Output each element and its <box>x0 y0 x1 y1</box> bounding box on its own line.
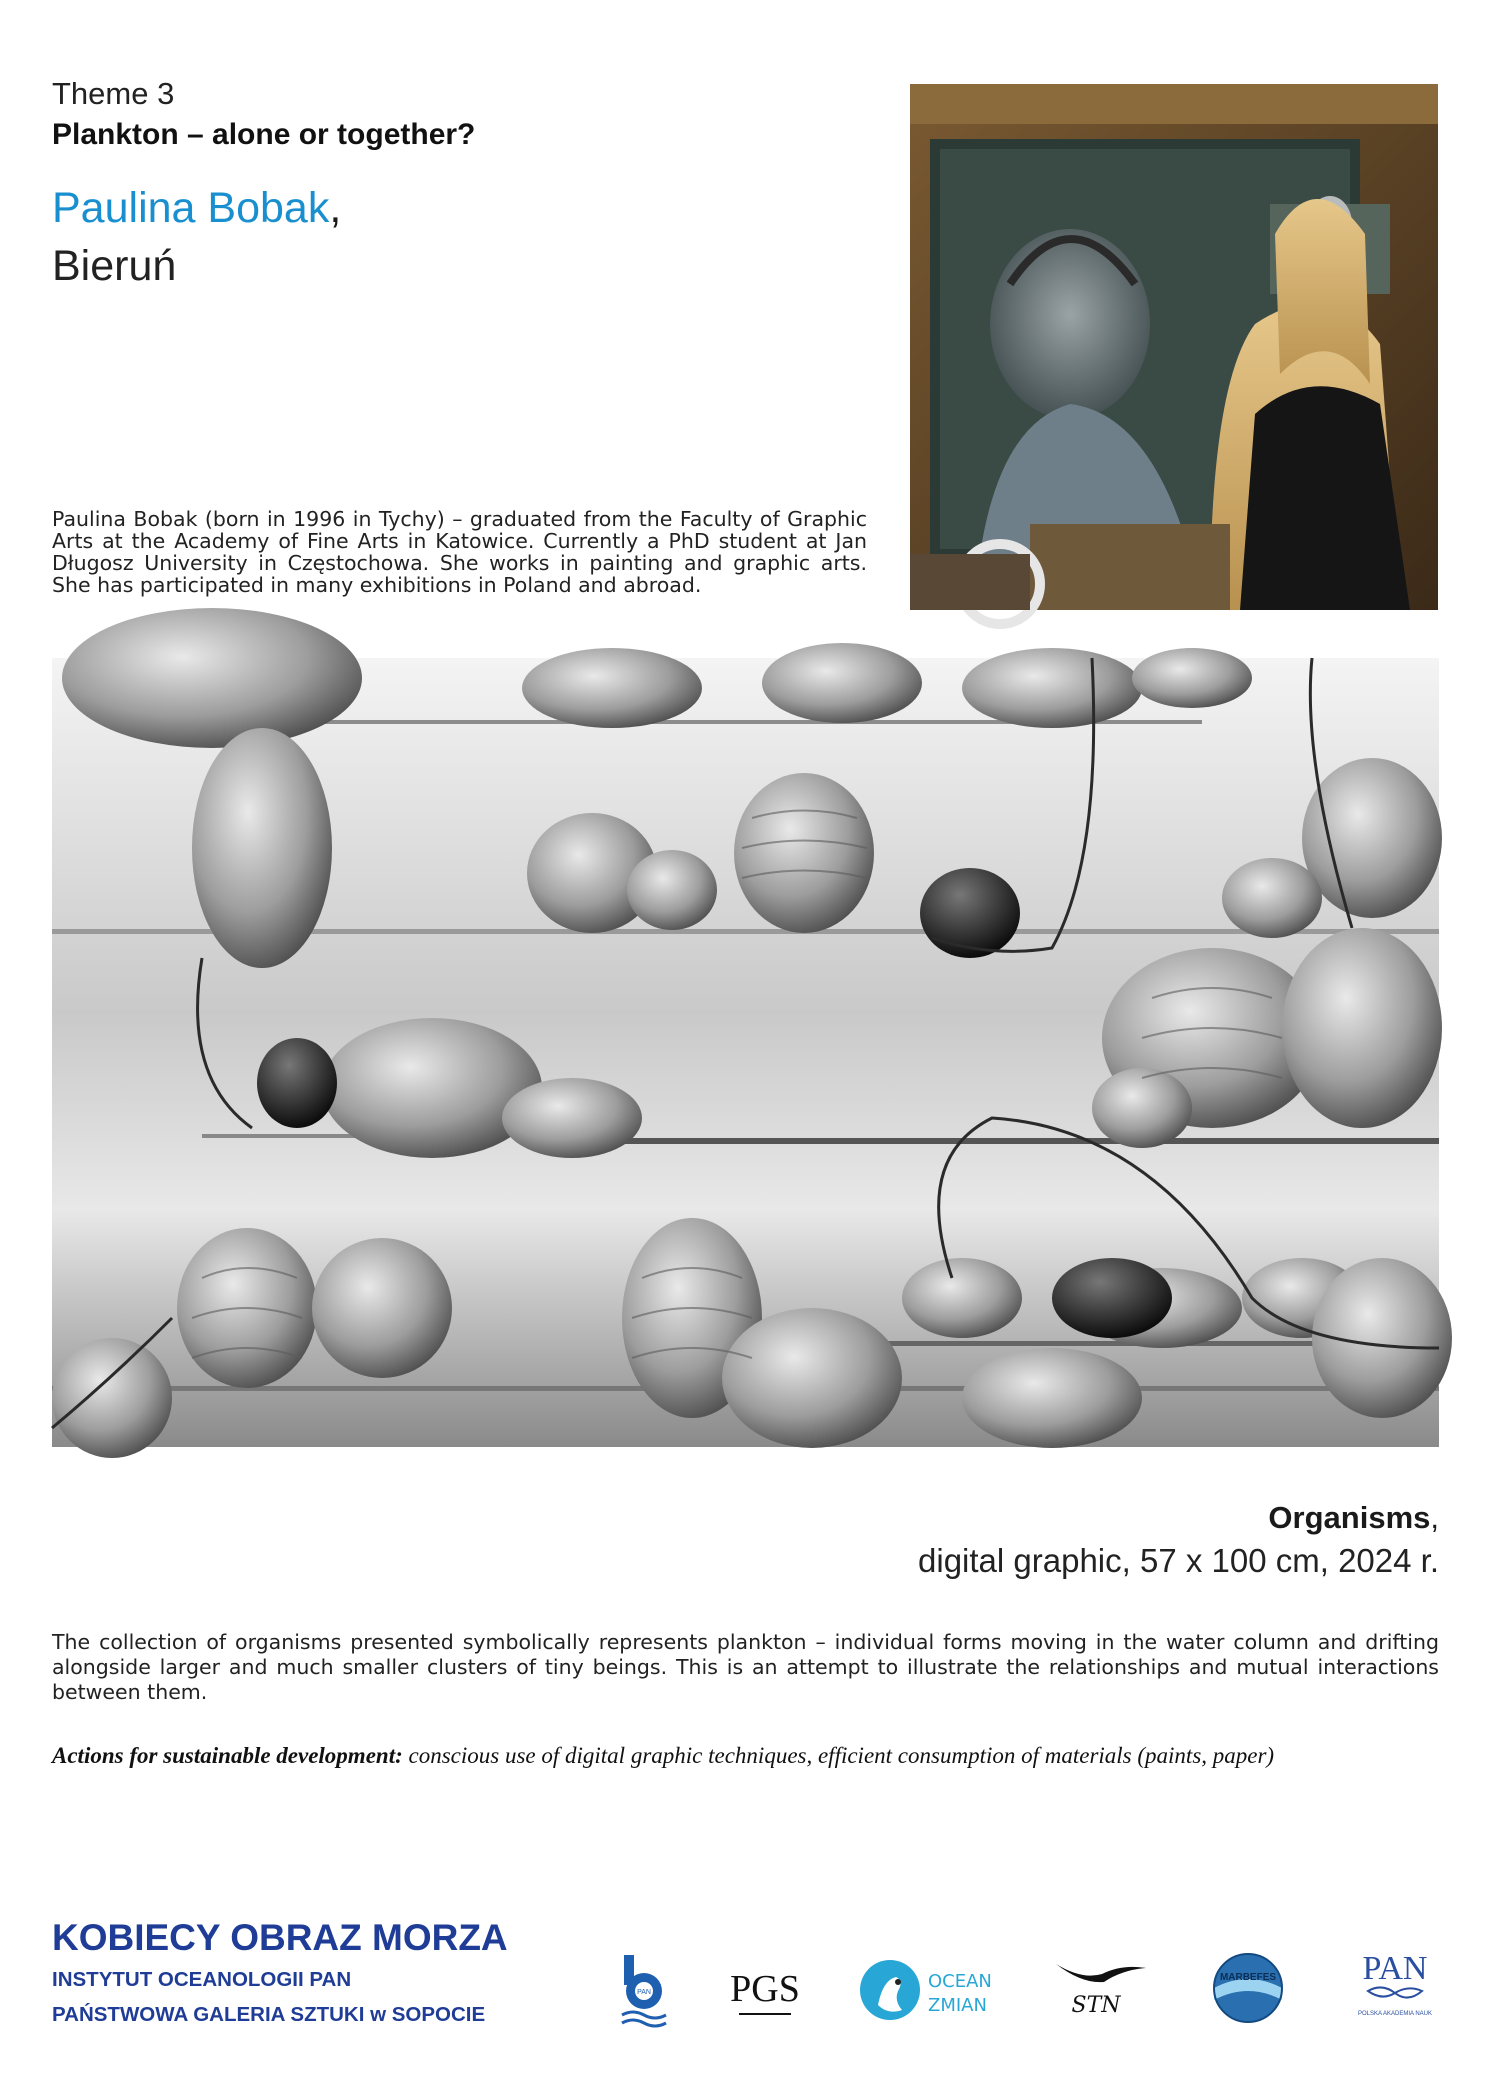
artist-photo <box>910 84 1438 610</box>
pan-logo-text: PAN <box>1362 1950 1428 1987</box>
pgs-logo-text: PGS <box>730 1968 800 2010</box>
artwork-title-comma: , <box>1430 1500 1439 1535</box>
pan-logo-subtext: POLSKA AKADEMIA NAUK <box>1357 2011 1433 2017</box>
artwork-title <box>1268 1500 1439 1536</box>
artist-name: Paulina Bobak <box>52 184 330 232</box>
artwork-description: The collection of organisms presented symbolically represents plankton – individual forms moving in the water column and drifting alongside larger and much smaller clusters of tiny beings. This is an attempt to illustrate the relationships and mutual interactions between them. <box>52 1630 1439 1704</box>
stn-logo-text: STN <box>1071 1993 1121 2018</box>
marbefes-logo-text: MARBEFES <box>1219 1972 1277 1983</box>
pan-logo <box>1350 1945 1440 2021</box>
stn-logo <box>1052 1950 1148 2020</box>
theme-number: Theme 3 <box>52 76 175 111</box>
theme-title: Plankton – alone or together? <box>52 118 476 151</box>
footer-institute: INSTYTUT OCEANOLOGII PAN <box>52 1968 352 1991</box>
ocean-logo-line1: OCEAN <box>928 1971 992 1992</box>
artist-name-comma: , <box>329 184 342 232</box>
sustainability-actions <box>52 1743 1452 1769</box>
ocean-logo-line2: ZMIAN <box>928 1995 987 2016</box>
artist-city: Bieruń <box>52 242 177 290</box>
footer-title: KOBIECY OBRAZ MORZA <box>52 1917 508 1958</box>
footer-gallery: PAŃSTWOWA GALERIA SZTUKI w SOPOCIE <box>52 2003 486 2026</box>
ocean-zmian-logo <box>858 1955 990 2025</box>
actions-text: conscious use of digital graphic techniques, efficient consumption of materials (paints, paper) <box>402 1743 1275 1768</box>
marbefes-logo <box>1210 1950 1286 2026</box>
artist-heading <box>52 184 341 233</box>
artist-bio: Paulina Bobak (born in 1996 in Tychy) – graduated from the Faculty of Graphic Arts at the Academy of Fine Arts in Katowice. Currently a PhD student at Jan Długosz University in Częstochowa. She works in painting and graphic arts. She has participated in many exhibitions in Poland and abroad. <box>52 507 867 597</box>
io-pan-logo-text: PAN <box>637 1989 651 1996</box>
actions-label: Actions for sustainable development: <box>52 1743 403 1768</box>
artwork-image <box>52 658 1439 1447</box>
artwork-details: digital graphic, 57 x 100 cm, 2024 r. <box>918 1542 1439 1579</box>
artwork-title-text: Organisms <box>1268 1500 1431 1535</box>
io-pan-logo <box>622 1955 666 2027</box>
pgs-logo <box>730 1955 800 2023</box>
